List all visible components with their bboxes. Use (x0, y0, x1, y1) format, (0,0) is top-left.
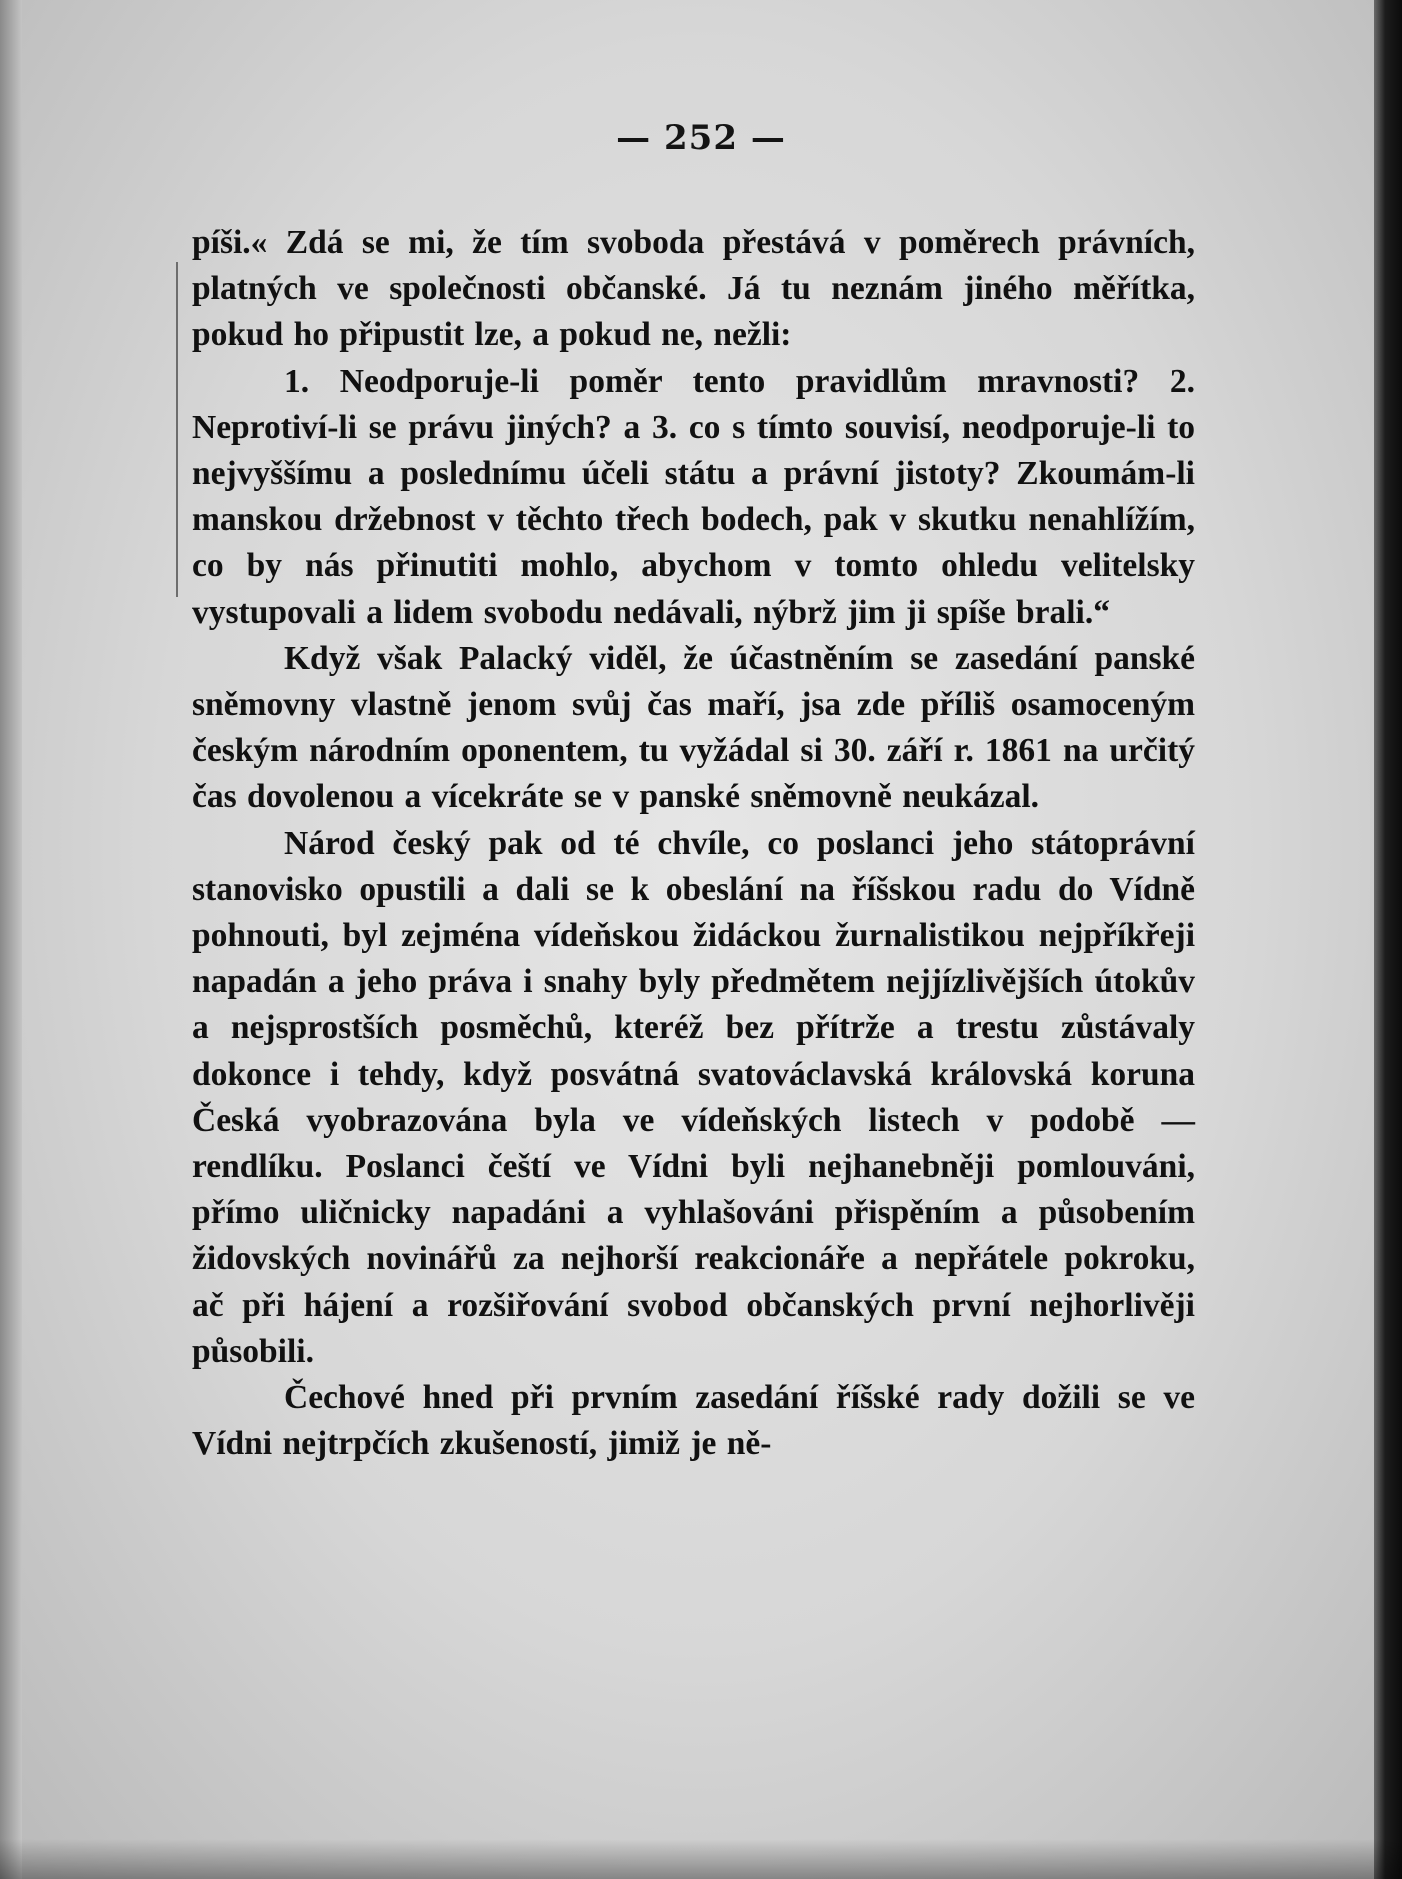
paragraph: Národ český pak od té chvíle, co poslanci jeho státoprávní stanovisko opustili a dali se k obeslání na říšskou radu do Vídně pohnouti, byl zejména vídeňskou židáckou žurnalistikou nejpříkřeji napadán a jeho práva i snahy byly předmětem nejjízlivějších útokův a nejsprostších posměchů, kteréž bez přítrže a trestu zůstávaly dokonce i tehdy, když posvátná svatováclavská královská koruna Česká vyobrazována byla ve vídeňských listech v podobě — rendlíku. Poslanci čeští ve Vídni byli nejhanebněji pomlouváni, přímo uličnicky napadáni a vyhlašováni přispěním a působením židovských novinářů za nejhorší reakcionáře a nepřátele pokroku, ač při hájení a rozšiřování svobod občanských první nejhorlivěji působili. (192, 824, 1195, 1370)
page-right-edge-shadow (1374, 0, 1402, 1879)
paragraph: Když však Palacký viděl, že účastněním se zasedání panské sněmovny vlastně jenom svůj čas maří, jsa zde příliš osamoceným českým národním oponentem, tu vyžádal si 30. září r. 1861 na určitý čas dovolenou a vícekráte se v panské sněmovně neukázal. (192, 639, 1195, 816)
page-number: — 252 — (616, 118, 786, 158)
page-bottom-shadow (0, 1839, 1402, 1879)
page-left-edge (0, 0, 22, 1879)
paragraph: 1. Neodporuje-li poměr tento pravidlům mravnosti? 2. Neprotiví-li se právu jiných? a 3. co s tímto souvisí, neodporuje-li to nejvyššímu a poslednímu účeli státu a právní jistoty? Zkoumám-li manskou držebnost v těchto třech bodech, pak v skutku nenahlížím, co by nás přinutiti mohlo, abychom v tomto ohledu velitelsky vystupovali a lidem svobodu nedávali, nýbrž jim ji spíše brali.“ (192, 362, 1195, 631)
margin-pencil-line (176, 262, 178, 597)
body-text (192, 220, 1195, 1467)
paragraph: píši.« Zdá se mi, že tím svoboda přestává v poměrech právních, platných ve společnosti občanské. Já tu neznám jiného měřítka, pokud ho připustit lze, a pokud ne, nežli: (192, 224, 1195, 354)
paragraph: Čechové hned při prvním zasedání říšské rady dožili se ve Vídni nejtrpčích zkušeností, jimiž je ně- (192, 1379, 1195, 1463)
